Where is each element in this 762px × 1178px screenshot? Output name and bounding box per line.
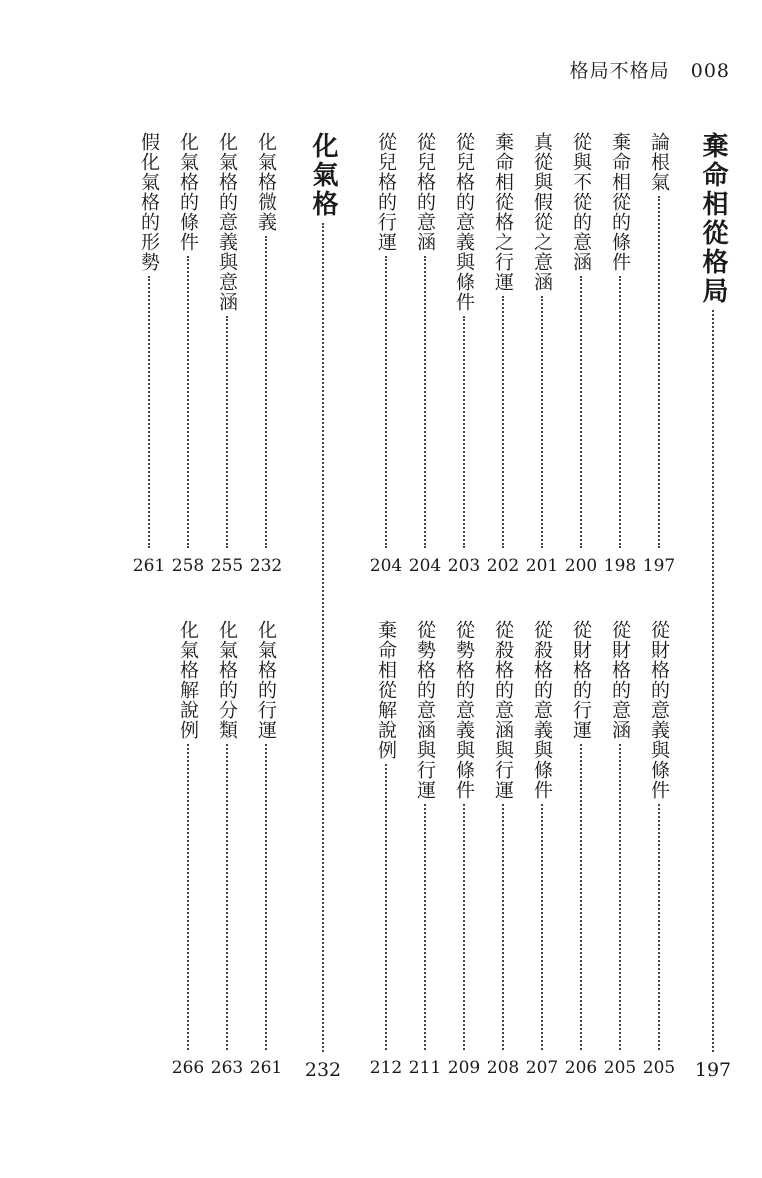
toc-entry-title: 棄命相從格之行運 xyxy=(492,132,514,292)
toc-entry-page: 261 xyxy=(132,556,166,576)
toc-leader-dots xyxy=(580,744,582,1050)
toc-entry-title: 棄命相從格局 xyxy=(698,132,728,306)
toc-entry-title: 從勢格的意義與條件 xyxy=(453,620,475,800)
toc-leader-dots xyxy=(385,256,387,548)
toc-leader-dots xyxy=(463,804,465,1050)
toc-entry[interactable] xyxy=(605,620,635,1080)
toc-entry-page: 211 xyxy=(408,1058,442,1078)
toc-leader-dots xyxy=(463,316,465,548)
toc-entry-page: 197 xyxy=(694,1059,732,1081)
toc-leader-dots xyxy=(619,744,621,1050)
toc-entry-title: 化氣格的行運 xyxy=(255,620,277,740)
toc-leader-dots xyxy=(265,744,267,1050)
toc-leader-dots xyxy=(226,316,228,548)
toc-entry-page: 201 xyxy=(525,556,559,576)
toc-entry-title: 棄命相從的條件 xyxy=(609,132,631,272)
toc-entry-title: 從與不從的意涵 xyxy=(570,132,592,272)
toc-entry[interactable] xyxy=(251,620,281,1080)
toc-entry[interactable] xyxy=(251,132,281,578)
toc-entry-page: 263 xyxy=(210,1058,244,1078)
toc-entry-page: 205 xyxy=(603,1058,637,1078)
toc-entry-page: 197 xyxy=(642,556,676,576)
toc-entry-title: 假化氣格的形勢 xyxy=(138,132,160,272)
toc-leader-dots xyxy=(541,296,543,548)
toc-entry-title: 從兒格的意涵 xyxy=(414,132,436,252)
toc-entry[interactable] xyxy=(527,132,557,578)
toc-entry-title: 化氣格 xyxy=(308,132,338,219)
toc-entry-page: 202 xyxy=(486,556,520,576)
toc-entry-page: 258 xyxy=(171,556,205,576)
toc-leader-dots xyxy=(502,804,504,1050)
toc-entry[interactable] xyxy=(371,132,401,578)
toc-entry[interactable] xyxy=(410,620,440,1080)
toc-leader-dots xyxy=(424,256,426,548)
toc-entry-page: 261 xyxy=(249,1058,283,1078)
toc-leader-dots xyxy=(424,804,426,1050)
toc-leader-dots xyxy=(265,236,267,548)
toc-leader-dots xyxy=(187,744,189,1050)
toc-entry-page: 203 xyxy=(447,556,481,576)
toc-entry[interactable] xyxy=(371,620,401,1080)
toc-leader-dots xyxy=(658,196,660,548)
toc-leader-dots xyxy=(541,804,543,1050)
toc-entry[interactable] xyxy=(644,132,674,578)
toc-entry[interactable] xyxy=(488,620,518,1080)
toc-entry[interactable] xyxy=(173,132,203,578)
toc-entry-page: 232 xyxy=(304,1059,342,1081)
toc-entry-page: 208 xyxy=(486,1058,520,1078)
running-head-title: 格局不格局 xyxy=(569,60,670,82)
toc-entry-title: 棄命相從解說例 xyxy=(375,620,397,760)
toc-entry[interactable] xyxy=(449,132,479,578)
toc-entry-title: 從財格的意涵 xyxy=(609,620,631,740)
toc-leader-dots xyxy=(502,296,504,548)
toc-entry-chapter[interactable] xyxy=(694,132,732,1082)
toc-leader-dots xyxy=(619,276,621,548)
toc-entry-title: 從財格的行運 xyxy=(570,620,592,740)
toc-entry-title: 化氣格的條件 xyxy=(177,132,199,252)
toc-leader-dots xyxy=(712,310,714,1052)
toc-entry[interactable] xyxy=(449,620,479,1080)
toc-entry[interactable] xyxy=(566,620,596,1080)
toc-entry-title: 化氣格解說例 xyxy=(177,620,199,740)
toc-entry[interactable] xyxy=(644,620,674,1080)
toc-entry-title: 化氣格的意義與意涵 xyxy=(216,132,238,312)
toc-entry-page: 206 xyxy=(564,1058,598,1078)
toc-entry-title: 真從與假從之意涵 xyxy=(531,132,553,292)
toc-leader-dots xyxy=(658,804,660,1050)
toc-entry-page: 207 xyxy=(525,1058,559,1078)
toc-entry-page: 200 xyxy=(564,556,598,576)
toc-leader-dots xyxy=(187,256,189,548)
toc-entry-page: 232 xyxy=(249,556,283,576)
toc-entry[interactable] xyxy=(212,132,242,578)
toc-entry-page: 255 xyxy=(210,556,244,576)
toc-leader-dots xyxy=(148,276,150,548)
toc-leader-dots xyxy=(385,764,387,1050)
toc-entry-page: 204 xyxy=(369,556,403,576)
toc-leader-dots xyxy=(226,744,228,1050)
toc-entry[interactable] xyxy=(212,620,242,1080)
toc-entry-title: 從兒格的行運 xyxy=(375,132,397,252)
toc-entry[interactable] xyxy=(527,620,557,1080)
toc-leader-dots xyxy=(322,223,324,1052)
toc-entry-title: 從勢格的意涵與行運 xyxy=(414,620,436,800)
toc-entry-title: 化氣格微義 xyxy=(255,132,277,232)
toc-entry-page: 212 xyxy=(369,1058,403,1078)
toc-entry-chapter[interactable] xyxy=(304,132,342,1082)
running-head-page-number: 008 xyxy=(690,60,730,82)
toc-entry-page: 198 xyxy=(603,556,637,576)
toc-entry-title: 從兒格的意義與條件 xyxy=(453,132,475,312)
toc-entry-page: 266 xyxy=(171,1058,205,1078)
toc-entry-title: 從殺格的意義與條件 xyxy=(531,620,553,800)
toc-entry[interactable] xyxy=(410,132,440,578)
toc-entry-title: 從殺格的意涵與行運 xyxy=(492,620,514,800)
toc-entry[interactable] xyxy=(566,132,596,578)
toc-entry-page: 204 xyxy=(408,556,442,576)
toc-entry-page: 205 xyxy=(642,1058,676,1078)
toc-entry-title: 化氣格的分類 xyxy=(216,620,238,740)
toc-entry-title: 論根氣 xyxy=(648,132,670,192)
toc-entry-title: 從財格的意義與條件 xyxy=(648,620,670,800)
toc-leader-dots xyxy=(580,276,582,548)
toc-entry[interactable] xyxy=(488,132,518,578)
toc-entry[interactable] xyxy=(134,132,164,578)
toc-entry-page: 209 xyxy=(447,1058,481,1078)
running-head xyxy=(570,56,730,83)
toc-entry[interactable] xyxy=(605,132,635,578)
toc-entry[interactable] xyxy=(173,620,203,1080)
